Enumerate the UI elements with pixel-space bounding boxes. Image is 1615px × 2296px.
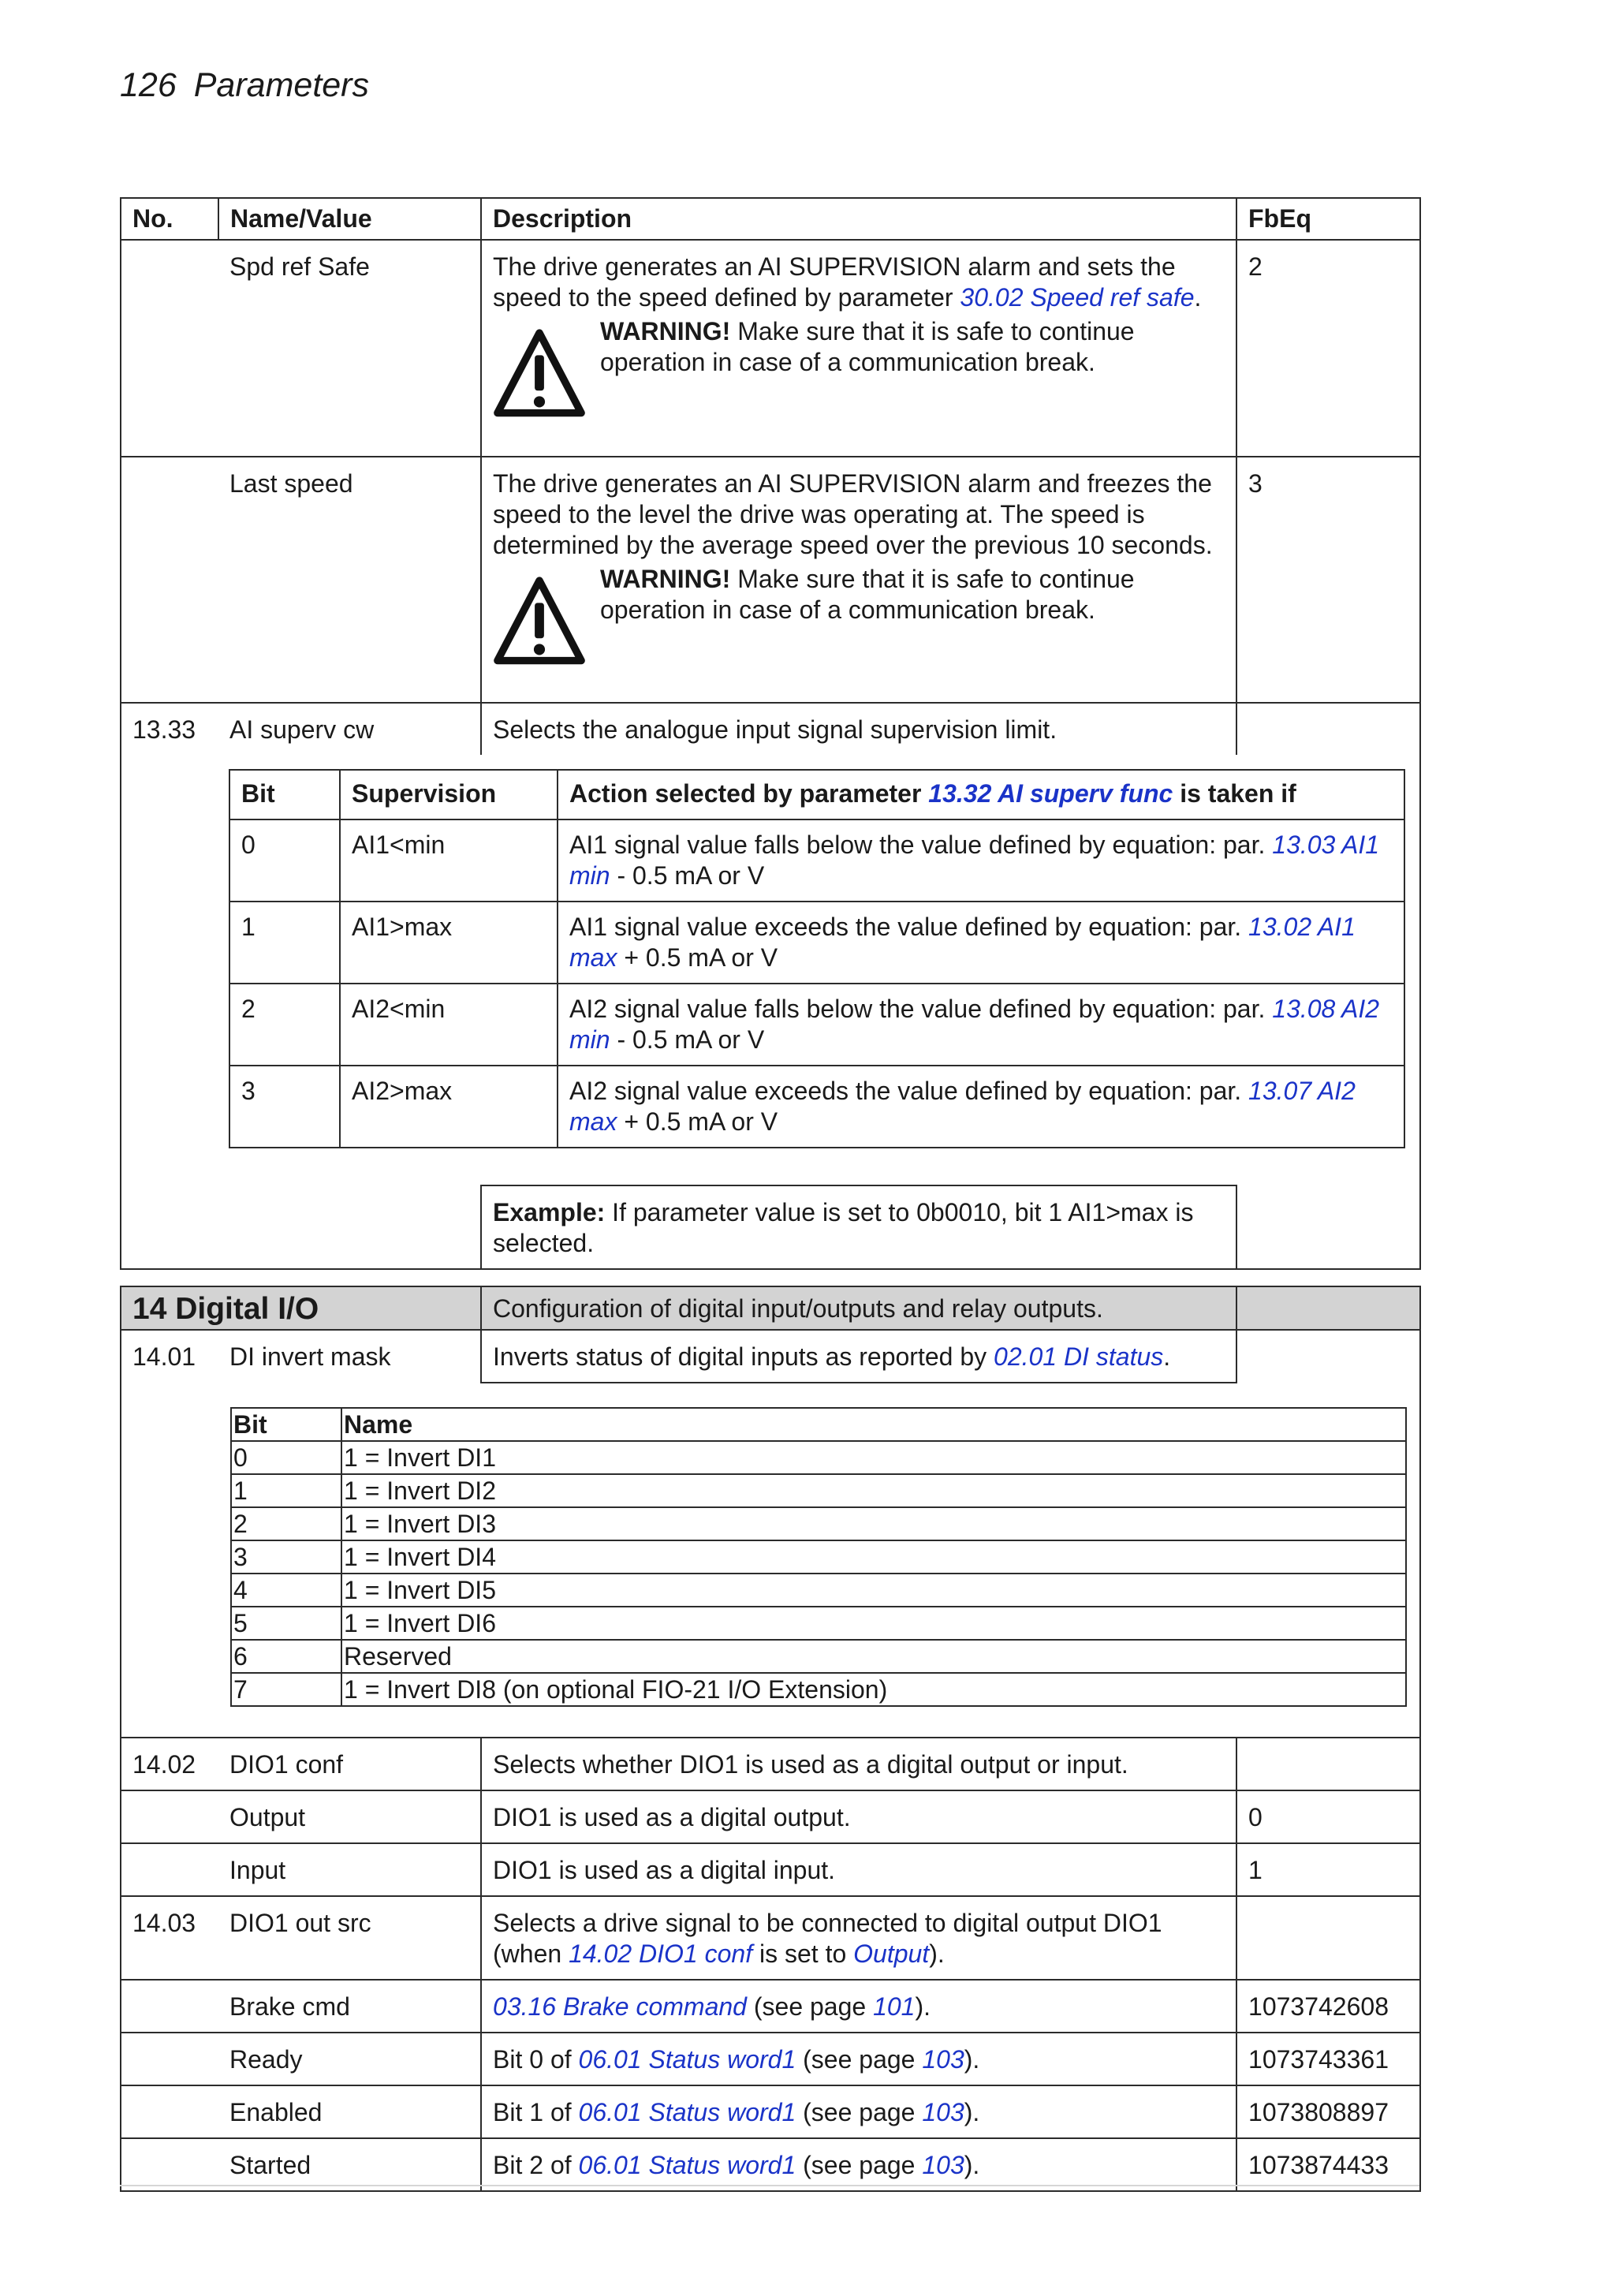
action-text: AI1 signal value exceeds the value defined by equation: par.	[569, 913, 1249, 941]
action-header	[558, 770, 1404, 819]
table-row	[121, 1980, 1420, 2033]
table-header-row	[121, 198, 1420, 240]
warning-text: Make sure that it is safe to continue operation in case of a communication break.	[600, 317, 1135, 376]
param-link[interactable]: 30.02 Speed ref safe	[960, 283, 1195, 312]
value-name: Started	[218, 2138, 481, 2191]
table-row	[229, 902, 1404, 984]
parameter-table-14	[120, 1286, 1419, 2192]
value-link[interactable]: Output	[853, 1939, 930, 1968]
table-row	[231, 1441, 1406, 1474]
param-link[interactable]: 06.01 Status word1	[578, 2151, 796, 2179]
action-text: AI2 signal value exceeds the value defined by equation: par.	[569, 1077, 1249, 1105]
desc-text: Bit 2 of	[493, 2151, 579, 2179]
table-row	[121, 240, 1420, 457]
value-description	[481, 2085, 1236, 2138]
parameter-table-13	[120, 197, 1419, 1270]
param-description: Selects whether DIO1 is used as a digital output or input.	[481, 1738, 1236, 1790]
desc-text: (see page	[796, 2151, 923, 2179]
bit-name: 1 = Invert DI3	[341, 1507, 1406, 1540]
col-fbeq: FbEq	[1236, 198, 1420, 240]
bit-table-row	[121, 755, 1420, 1185]
action-value	[558, 819, 1404, 902]
desc-text: .	[1163, 1342, 1171, 1371]
table-row	[121, 2085, 1420, 2138]
bit-value: 1	[231, 1474, 341, 1507]
param-link[interactable]: 06.01 Status word1	[578, 2045, 796, 2074]
param-link[interactable]: 13.03 AI1 min	[569, 831, 1380, 890]
example-label: Example:	[493, 1198, 606, 1226]
param-number: 13.33	[121, 703, 218, 755]
desc-text: .	[1194, 283, 1202, 312]
value-name: Ready	[218, 2033, 481, 2085]
col-description: Description	[481, 198, 1236, 240]
supervision-value: AI2<min	[340, 984, 558, 1066]
action-text: - 0.5 mA or V	[610, 1025, 765, 1054]
supervision-bit-table	[229, 769, 1405, 1148]
desc-text: ).	[964, 2098, 980, 2126]
param-name: AI superv cw	[218, 703, 481, 755]
fbeq-value: 1073808897	[1236, 2085, 1420, 2138]
bit-value: 2	[229, 984, 340, 1066]
example-body: If parameter value is set to 0b0010, bit 1 AI1>max is selected.	[493, 1198, 1194, 1257]
bit-value: 7	[231, 1673, 341, 1706]
name-header: Name	[341, 1408, 1406, 1441]
page-link[interactable]: 103	[922, 2045, 964, 2074]
param-link[interactable]: 06.01 Status word1	[578, 2098, 796, 2126]
desc-text: (see page	[746, 1992, 874, 2021]
bit-header: Bit	[231, 1408, 341, 1441]
table-row	[121, 2033, 1420, 2085]
action-text: + 0.5 mA or V	[617, 943, 778, 972]
desc-text: is set to	[752, 1939, 854, 1968]
fbeq-value: 1073743361	[1236, 2033, 1420, 2085]
table-row	[231, 1574, 1406, 1607]
section-description: Configuration of digital input/outputs and relay outputs.	[481, 1286, 1236, 1330]
fbeq-value: 1073742608	[1236, 1980, 1420, 2033]
param-description: Selects the analogue input signal supervision limit.	[481, 703, 1236, 755]
section-title: Parameters	[193, 66, 369, 104]
table-row	[231, 1640, 1406, 1673]
bit-value: 3	[229, 1066, 340, 1148]
value-description: DIO1 is used as a digital output.	[481, 1790, 1236, 1843]
bit-value: 0	[229, 819, 340, 902]
desc-text: Selects a drive signal to be connected to digital output DIO1 (when	[493, 1909, 1162, 1968]
action-text: AI1 signal value falls below the value defined by equation: par.	[569, 831, 1273, 859]
bit-name: 1 = Invert DI5	[341, 1574, 1406, 1607]
supervision-header: Supervision	[340, 770, 558, 819]
param-name: DIO1 out src	[218, 1896, 481, 1980]
action-header-text: Action selected by parameter	[569, 779, 929, 808]
desc-text: Inverts status of digital inputs as reported by	[493, 1342, 994, 1371]
table-row	[231, 1507, 1406, 1540]
table-row	[229, 819, 1404, 902]
section-title-cell: 14 Digital I/O	[121, 1286, 481, 1330]
bit-value: 0	[231, 1441, 341, 1474]
param-link[interactable]: 13.08 AI2 min	[569, 995, 1380, 1054]
warning-label: WARNING!	[600, 317, 731, 345]
fbeq-value: 2	[1236, 240, 1420, 457]
col-name-value: Name/Value	[218, 198, 481, 240]
desc-text: Bit 0 of	[493, 2045, 579, 2074]
bit-name: 1 = Invert DI2	[341, 1474, 1406, 1507]
table-row	[231, 1474, 1406, 1507]
fbeq-value: 3	[1236, 457, 1420, 703]
invert-bit-table	[230, 1407, 1407, 1707]
page-link[interactable]: 103	[922, 2098, 964, 2126]
warning-icon	[493, 327, 586, 420]
bit-name: 1 = Invert DI8 (on optional FIO-21 I/O Extension)	[341, 1673, 1406, 1706]
value-name: Enabled	[218, 2085, 481, 2138]
table-row	[231, 1673, 1406, 1706]
warning-block	[493, 567, 1225, 668]
supervision-value: AI1>max	[340, 902, 558, 984]
action-value	[558, 1066, 1404, 1148]
value-name: Input	[218, 1843, 481, 1896]
param-link[interactable]: 03.16 Brake command	[493, 1992, 747, 2021]
footer-divider	[120, 2185, 1419, 2186]
example-row	[121, 1185, 1420, 1269]
table-row	[121, 1738, 1420, 1790]
warning-text: Make sure that it is safe to continue operation in case of a communication break.	[600, 565, 1135, 624]
bit-name: 1 = Invert DI1	[341, 1441, 1406, 1474]
action-text: + 0.5 mA or V	[617, 1107, 778, 1136]
table-row	[231, 1607, 1406, 1640]
bit-value: 5	[231, 1607, 341, 1640]
col-no: No.	[121, 198, 218, 240]
value-description: DIO1 is used as a digital input.	[481, 1843, 1236, 1896]
param-description	[481, 1330, 1236, 1383]
param-number: 14.03	[121, 1896, 218, 1980]
page-header	[120, 66, 369, 105]
param-name: DIO1 conf	[218, 1738, 481, 1790]
action-value	[558, 984, 1404, 1066]
bit-name: 1 = Invert DI6	[341, 1607, 1406, 1640]
table-row	[121, 1896, 1420, 1980]
value-name: Last speed	[218, 457, 481, 703]
bit-value: 6	[231, 1640, 341, 1673]
value-description	[481, 2033, 1236, 2085]
action-text: AI2 signal value falls below the value defined by equation: par.	[569, 995, 1273, 1023]
fbeq-value: 1	[1236, 1843, 1420, 1896]
table-row	[121, 703, 1420, 755]
example-text	[481, 1185, 1236, 1269]
warning-icon	[493, 575, 586, 668]
page-number: 126	[120, 66, 177, 104]
table-row	[121, 1843, 1420, 1896]
table-row	[121, 1330, 1420, 1383]
fbeq-value: 0	[1236, 1790, 1420, 1843]
param-link[interactable]: 13.02 AI1 max	[569, 913, 1356, 972]
desc-text: Bit 1 of	[493, 2098, 579, 2126]
desc-text: The drive generates an AI SUPERVISION alarm and sets the speed to the speed defined by parameter	[493, 252, 1176, 312]
bit-header: Bit	[229, 770, 340, 819]
action-header-text: is taken if	[1173, 779, 1296, 808]
section-header-row	[121, 1286, 1420, 1330]
supervision-value: AI1<min	[340, 819, 558, 902]
bit-value: 4	[231, 1574, 341, 1607]
page-link[interactable]: 101	[873, 1992, 916, 2021]
action-value	[558, 902, 1404, 984]
bit-name: Reserved	[341, 1640, 1406, 1673]
bit-table-header	[229, 770, 1404, 819]
table-row	[121, 2138, 1420, 2191]
desc-text: ).	[929, 1939, 945, 1968]
supervision-value: AI2>max	[340, 1066, 558, 1148]
fbeq-value: 1073874433	[1236, 2138, 1420, 2191]
value-description	[481, 2138, 1236, 2191]
warning-block	[493, 319, 1225, 420]
desc-text: (see page	[796, 2045, 923, 2074]
action-text: - 0.5 mA or V	[610, 861, 765, 890]
desc-text: (see page	[796, 2098, 923, 2126]
table-row	[231, 1540, 1406, 1574]
bit-value: 3	[231, 1540, 341, 1574]
bit-value: 1	[229, 902, 340, 984]
value-description	[481, 240, 1236, 457]
warning-label: WARNING!	[600, 565, 731, 593]
invert-table-header	[231, 1408, 1406, 1441]
invert-table-row	[121, 1383, 1420, 1738]
value-description	[481, 1980, 1236, 2033]
param-number: 14.01	[121, 1330, 218, 1383]
param-number: 14.02	[121, 1738, 218, 1790]
param-link[interactable]: 14.02 DIO1 conf	[569, 1939, 753, 1968]
param-description	[481, 1896, 1236, 1980]
page-link[interactable]: 103	[922, 2151, 964, 2179]
value-name: Spd ref Safe	[218, 240, 481, 457]
table-row	[229, 984, 1404, 1066]
param-link[interactable]: 13.32 AI superv func	[928, 779, 1173, 808]
param-link[interactable]: 13.07 AI2 max	[569, 1077, 1356, 1136]
value-name: Brake cmd	[218, 1980, 481, 2033]
table-row	[121, 457, 1420, 703]
desc-text: ).	[964, 2045, 980, 2074]
desc-text: ).	[964, 2151, 980, 2179]
table-row	[229, 1066, 1404, 1148]
value-description	[481, 457, 1236, 703]
bit-name: 1 = Invert DI4	[341, 1540, 1406, 1574]
desc-text: ).	[915, 1992, 931, 2021]
table-row	[121, 1790, 1420, 1843]
bit-value: 2	[231, 1507, 341, 1540]
param-link[interactable]: 02.01 DI status	[994, 1342, 1164, 1371]
desc-text: The drive generates an AI SUPERVISION alarm and freezes the speed to the level the drive was operating at. The speed is determined by the average speed over the previous 10 seconds.	[493, 469, 1213, 559]
param-name: DI invert mask	[218, 1330, 481, 1383]
value-name: Output	[218, 1790, 481, 1843]
